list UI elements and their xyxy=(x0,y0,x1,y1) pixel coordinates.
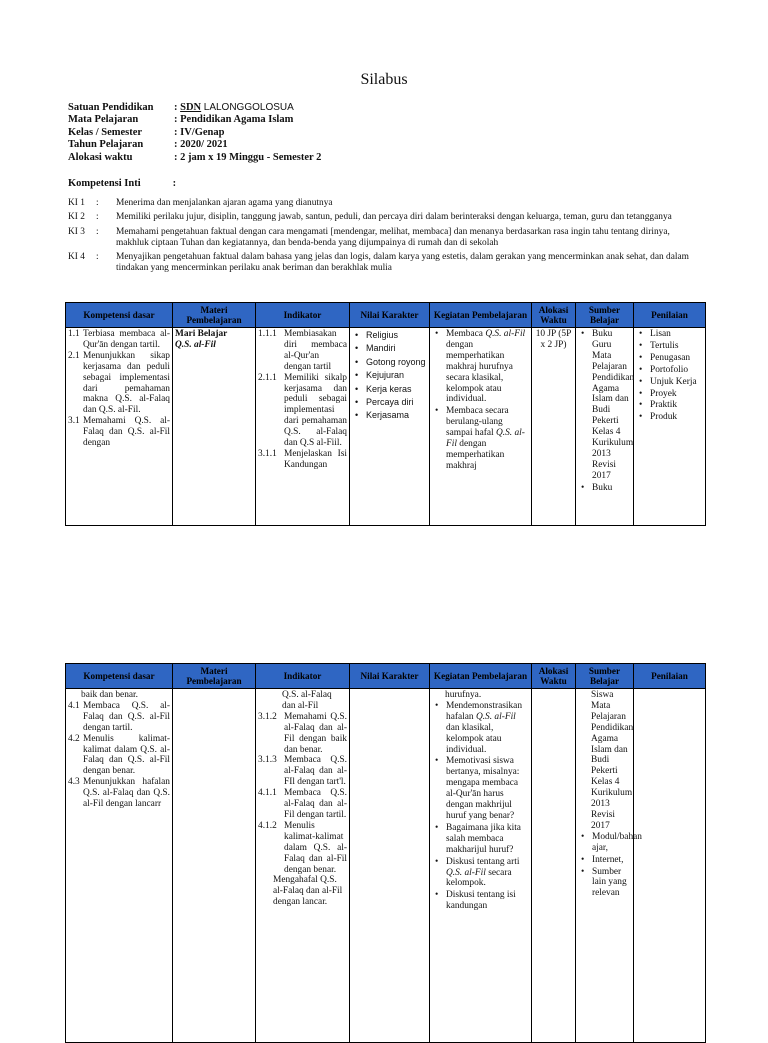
sumber-continuation: Siswa Mata Pelajaran Pendidikan Agama Islam dan Budi Pekerti Kelas 4 Kurikulum 2013 Revisi 2017 xyxy=(591,690,634,831)
cell-penilaian xyxy=(634,328,706,526)
table-row xyxy=(66,689,706,1043)
list-item: • Memotivasi siswa bertanya, misalnya: mengapa membaca al-Qur'ān harus dengan makhrijul huruf yang benar? xyxy=(446,756,529,821)
indikator-item: 3.1.1 Menjelaskan Isi Kandungan xyxy=(258,448,347,470)
header-nilai: Nilai Karakter xyxy=(350,303,430,328)
cell-nilai xyxy=(350,689,430,1043)
list-item: • Praktik xyxy=(650,400,703,411)
list-item: • Kerjasama xyxy=(366,409,427,421)
materi-surah: Q.S. al-Fil xyxy=(175,339,216,350)
ki-item: KI 3 : Memahami pengetahuan faktual dengan cara mengamati [mendengar, melihat, membaca] dan menanya berdasarkan rasa ingin tahu tentang dirinya, makhluk ciptaan Tuhan dan kegiatannya, dan benda-benda yang dijumpainya di rumah dan di sekolah xyxy=(68,226,670,248)
meta-row-satuan xyxy=(68,102,321,114)
list-item: • Modul/bahan ajar, xyxy=(592,832,631,854)
ki-item: KI 2 : Memiliki perilaku jujur, disiplin, tanggung jawab, santun, peduli, dan percaya diri dalam berinteraksi dengan keluarga, teman, guru dan tetangganya xyxy=(68,212,672,223)
header-kd: Kompetensi dasar xyxy=(66,303,173,328)
meta-label: Satuan Pendidikan xyxy=(68,102,154,113)
ki-heading: Kompetensi Inti : xyxy=(68,178,177,189)
kd-item: 4.2 Menulis kalimat-kalimat dalam Q.S. al-Falaq dan Q.S. al-Fil dengan benar. xyxy=(68,733,170,777)
list-item: • Tertulis xyxy=(650,341,703,352)
kd-item: 1.1 Terbiasa membaca al-Qur'ān dengan tartil. xyxy=(68,329,170,350)
meta-row-mapel xyxy=(68,114,321,126)
list-item: • Diskusi tentang arti Q.S. al-Fil secara kelompok. xyxy=(446,857,529,890)
meta-value: : 2 jam x 19 Minggu - Semester 2 xyxy=(174,151,322,163)
header-materi: Materi Pembelajaran xyxy=(173,664,256,689)
cell-penilaian xyxy=(634,689,706,1043)
ki-list xyxy=(68,198,700,278)
indikator-item: 3.1.3 Membaca Q.S. al-Falaq dan al-FIl dengan tart'l. xyxy=(258,755,347,788)
kd-continuation: baik dan benar. xyxy=(81,690,139,700)
header-indikator: Indikator xyxy=(256,664,350,689)
kd-item: 3.1 Memahami Q.S. al-Falaq dan Q.S. al-Fil dengan xyxy=(68,416,170,449)
cell-alokasi: 10 JP (5P x 2 JP) xyxy=(532,328,576,526)
syllabus-table-1 xyxy=(65,302,706,526)
header-penilaian: Penilaian xyxy=(634,664,706,689)
indikator-item: 3.1.2 Memahami Q.S. al-Falaq dan al-Fil dengan baik dan benar. xyxy=(258,711,347,755)
indikator-item: 4.1.2 Menulis kalimat-kalimat dalam Q.S. al-Falaq dan al-Fil dengan benar. xyxy=(258,820,347,875)
list-item: • Internet, xyxy=(592,855,631,866)
list-item: • Gotong royong xyxy=(366,356,427,368)
meta-label: Alokasi waktu xyxy=(68,151,133,163)
identity-block xyxy=(68,102,321,164)
list-item: • Buku Guru Mata Pelajaran Pendidikan Agama Islam dan Budi Pekerti Kelas 4 Kurikulum 2013 Revisi 2017 xyxy=(592,329,631,482)
meta-label: Tahun Pelajaran xyxy=(68,139,144,151)
header-sumber: Sumber Belajar xyxy=(576,664,634,689)
kegiatan-continuation: hurufnya. xyxy=(445,690,482,700)
header-alokasi: Alokasi Waktu xyxy=(532,303,576,328)
meta-row-tahun xyxy=(68,139,321,151)
cell-nilai xyxy=(350,328,430,526)
header-alokasi: Alokasi Waktu xyxy=(532,664,576,689)
list-item: • Penugasan xyxy=(650,353,703,364)
meta-label: Kelas / Semester xyxy=(68,126,143,138)
page-title: Silabus xyxy=(360,71,408,88)
list-item: • Membaca Q.S. al-Fil dengan memperhatikan makhraj hurufnya secara klasikal, kelompok atau individual. xyxy=(446,329,529,405)
header-kegiatan: Kegiatan Pembelajaran xyxy=(430,303,532,328)
indikator-item: 4.1.1 Membaca Q.S. al-Falaq dan al-Fil dengan tartil. xyxy=(258,788,347,820)
cell-kegiatan xyxy=(430,689,532,1043)
list-item: • Buku xyxy=(592,483,631,494)
list-item: • Membaca secara berulang-ulang sampai hafal Q.S. al-Fil dengan memperhatikan makhraj xyxy=(446,406,529,471)
indikator-tail: Mengahafal Q.S. al-Falaq dan al-Fil dengan lancar. xyxy=(273,875,343,908)
meta-row-alokasi xyxy=(68,152,321,164)
header-materi: Materi Pembelajaran xyxy=(173,303,256,328)
list-item: • Religius xyxy=(366,329,427,341)
cell-indikator xyxy=(256,689,350,1043)
meta-value: : Pendidikan Agama Islam xyxy=(174,114,294,126)
materi-title: Mari Belajar xyxy=(175,329,228,339)
list-item: • Lisan xyxy=(650,329,703,340)
list-item: • Diskusi tentang isi kandungan xyxy=(446,890,529,912)
cell-kegiatan xyxy=(430,328,532,526)
header-kd: Kompetensi dasar xyxy=(66,664,173,689)
kd-item: 4.3 Menunjukkan hafalan Q.S. al-Falaq dan Q.S. al-Fil dengan lancarr xyxy=(68,777,170,810)
cell-indikator xyxy=(256,328,350,526)
syllabus-table-2 xyxy=(65,663,706,1043)
ki-item: KI 1 : Menerima dan menjalankan ajaran agama yang dianutnya xyxy=(68,198,333,208)
kd-item: 4.1 Membaca Q.S. al-Falaq dan Q.S. al-Fil dengan tartil. xyxy=(68,700,170,733)
list-item: • Mendemonstrasikan hafalan Q.S. al-Fil dan klasikal, kelompok atau individual. xyxy=(446,701,529,756)
cell-alokasi xyxy=(532,689,576,1043)
list-item: • Mandiri xyxy=(366,342,427,354)
indikator-continuation: Q.S. al-Falaq dan al-Fil xyxy=(282,690,332,711)
list-item: • Proyek xyxy=(650,389,703,400)
meta-value: : SDN LALONGGOLOSUA xyxy=(174,102,294,113)
table-header-row xyxy=(66,303,706,328)
table-row xyxy=(66,328,706,526)
cell-materi xyxy=(173,328,256,526)
list-item: • Sumber lain yang relevan xyxy=(592,867,631,900)
cell-kd xyxy=(66,689,173,1043)
list-item: • Portofolio xyxy=(650,365,703,376)
header-penilaian: Penilaian xyxy=(634,303,706,328)
cell-sumber xyxy=(576,689,642,1043)
header-kegiatan: Kegiatan Pembelajaran xyxy=(430,664,532,689)
header-indikator: Indikator xyxy=(256,303,350,328)
list-item: • Kejujuran xyxy=(366,369,427,381)
kd-item: 2.1 Menunjukkan sikap kerjasama dan peduli sebagai implementasi dari pemahaman makna Q.S. al-Falaq dan Q.S. al-Fil. xyxy=(68,350,170,416)
meta-label: Mata Pelajaran xyxy=(68,114,139,126)
list-item: • Kerja keras xyxy=(366,383,427,395)
meta-value: : 2020/ 2021 xyxy=(174,139,228,151)
table-header-row xyxy=(66,664,706,689)
header-sumber: Sumber Belajar xyxy=(576,303,634,328)
meta-value: : IV/Genap xyxy=(174,126,225,138)
indikator-item: 2.1.1 Memiliki sikalp kerjasama dan peduli sebagai implementasi dari pemahaman Q.S. al-Falaq dan Q.S al-Fiil. xyxy=(258,372,347,449)
ki-item: KI 4 : Menyajikan pengetahuan faktual dalam bahasa yang jelas dan logis, dalam karya yang estetis, dalam gerakan yang mencerminkan anak sehat, dan dalam tindakan yang mencerminkan perilaku anak beriman dan berakhlak mulia xyxy=(68,252,689,274)
cell-sumber xyxy=(576,328,634,526)
list-item: • Bagaimana jika kita salah membaca makharijul huruf? xyxy=(446,823,529,856)
cell-kd xyxy=(66,328,173,526)
list-item: • Unjuk Kerja xyxy=(650,377,703,388)
meta-row-kelas xyxy=(68,127,321,139)
cell-materi xyxy=(173,689,256,1043)
list-item: • Produk xyxy=(650,412,703,423)
indikator-item: 1.1.1 Membiasakan diri membaca al-Qur'an dengan tartil xyxy=(258,329,347,372)
list-item: • Percaya diri xyxy=(366,396,427,408)
header-nilai: Nilai Karakter xyxy=(350,664,430,689)
